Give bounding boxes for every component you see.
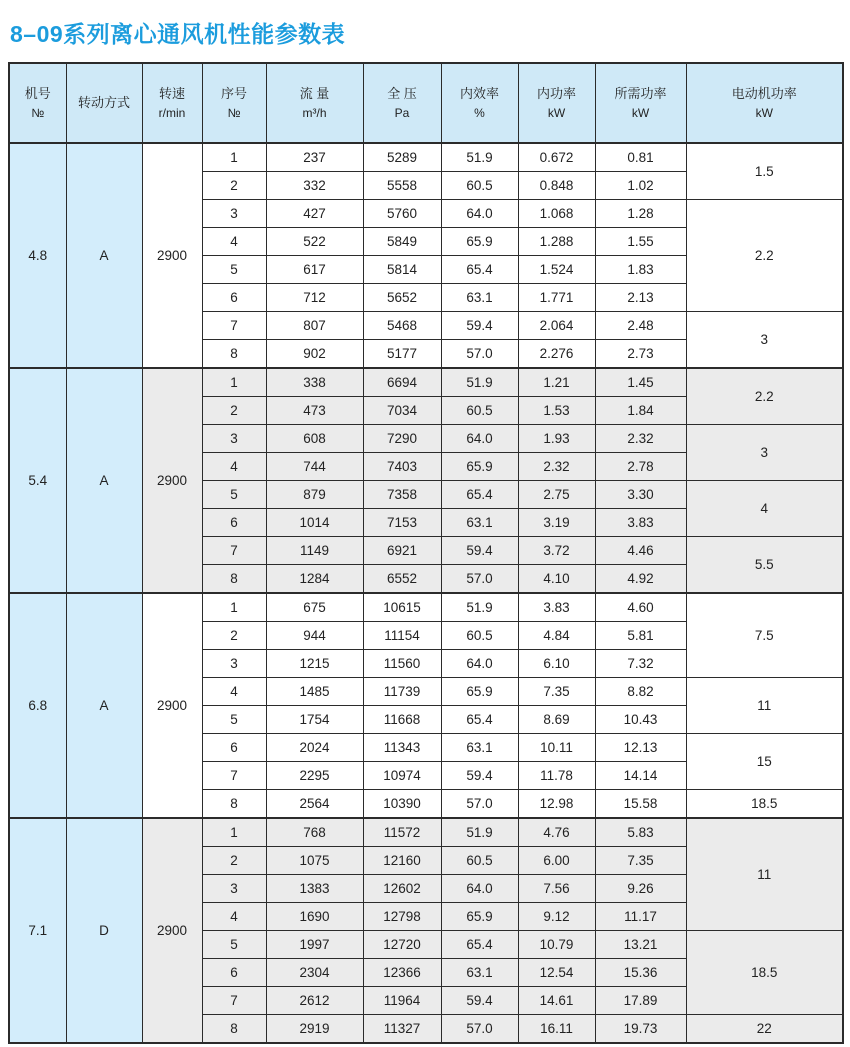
cell-pressure: 12720	[363, 931, 441, 959]
cell-efficiency: 64.0	[441, 425, 518, 453]
cell-internal-power: 6.10	[518, 650, 595, 678]
cell-efficiency: 64.0	[441, 650, 518, 678]
cell-required-power: 13.21	[595, 931, 686, 959]
cell-flow: 807	[266, 312, 363, 340]
cell-motor-power: 1.5	[686, 143, 843, 200]
cell-required-power: 1.45	[595, 368, 686, 397]
cell-motor-power: 3	[686, 312, 843, 369]
cell-pressure: 10974	[363, 762, 441, 790]
cell-seq: 6	[202, 959, 266, 987]
cell-internal-power: 6.00	[518, 847, 595, 875]
cell-flow: 1997	[266, 931, 363, 959]
cell-pressure: 12798	[363, 903, 441, 931]
cell-required-power: 5.81	[595, 622, 686, 650]
cell-flow: 2304	[266, 959, 363, 987]
cell-seq: 1	[202, 368, 266, 397]
cell-required-power: 1.02	[595, 172, 686, 200]
cell-required-power: 2.78	[595, 453, 686, 481]
cell-internal-power: 7.35	[518, 678, 595, 706]
cell-required-power: 0.81	[595, 143, 686, 172]
cell-flow: 879	[266, 481, 363, 509]
cell-motor-power: 18.5	[686, 931, 843, 1015]
cell-internal-power: 2.75	[518, 481, 595, 509]
cell-motor-power: 22	[686, 1015, 843, 1044]
cell-flow: 1690	[266, 903, 363, 931]
cell-motor-power: 15	[686, 734, 843, 790]
cell-pressure: 11572	[363, 818, 441, 847]
cell-efficiency: 65.9	[441, 678, 518, 706]
cell-internal-power: 12.54	[518, 959, 595, 987]
cell-drive-mode: A	[66, 143, 142, 368]
cell-pressure: 5468	[363, 312, 441, 340]
cell-motor-power: 2.2	[686, 200, 843, 312]
cell-efficiency: 59.4	[441, 537, 518, 565]
cell-internal-power: 1.524	[518, 256, 595, 284]
cell-internal-power: 10.79	[518, 931, 595, 959]
cell-required-power: 1.28	[595, 200, 686, 228]
cell-pressure: 11668	[363, 706, 441, 734]
cell-flow: 1284	[266, 565, 363, 594]
cell-internal-power: 4.76	[518, 818, 595, 847]
cell-speed: 2900	[142, 143, 202, 368]
cell-flow: 1383	[266, 875, 363, 903]
fan-performance-table	[8, 62, 844, 1044]
cell-seq: 8	[202, 340, 266, 369]
cell-internal-power: 12.98	[518, 790, 595, 819]
col-header-pressure: 全 压 Pa	[363, 63, 441, 143]
cell-efficiency: 63.1	[441, 284, 518, 312]
cell-pressure: 12160	[363, 847, 441, 875]
cell-flow: 1215	[266, 650, 363, 678]
cell-efficiency: 51.9	[441, 368, 518, 397]
cell-motor-power: 3	[686, 425, 843, 481]
cell-machine-no: 6.8	[9, 593, 66, 818]
cell-seq: 5	[202, 706, 266, 734]
cell-pressure: 11739	[363, 678, 441, 706]
cell-flow: 1754	[266, 706, 363, 734]
cell-efficiency: 57.0	[441, 790, 518, 819]
cell-pressure: 5760	[363, 200, 441, 228]
cell-required-power: 14.14	[595, 762, 686, 790]
cell-machine-no: 5.4	[9, 368, 66, 593]
cell-flow: 1014	[266, 509, 363, 537]
cell-motor-power: 18.5	[686, 790, 843, 819]
cell-required-power: 9.26	[595, 875, 686, 903]
table-row	[9, 368, 843, 397]
cell-seq: 3	[202, 650, 266, 678]
cell-required-power: 4.60	[595, 593, 686, 622]
cell-efficiency: 64.0	[441, 875, 518, 903]
cell-drive-mode: A	[66, 593, 142, 818]
table-row	[9, 593, 843, 622]
cell-seq: 6	[202, 284, 266, 312]
cell-efficiency: 60.5	[441, 847, 518, 875]
cell-efficiency: 59.4	[441, 762, 518, 790]
cell-flow: 427	[266, 200, 363, 228]
cell-internal-power: 3.72	[518, 537, 595, 565]
cell-internal-power: 2.32	[518, 453, 595, 481]
cell-flow: 712	[266, 284, 363, 312]
cell-seq: 8	[202, 565, 266, 594]
cell-seq: 3	[202, 875, 266, 903]
cell-pressure: 6552	[363, 565, 441, 594]
cell-required-power: 1.84	[595, 397, 686, 425]
cell-seq: 4	[202, 453, 266, 481]
cell-machine-no: 4.8	[9, 143, 66, 368]
cell-pressure: 10390	[363, 790, 441, 819]
cell-speed: 2900	[142, 593, 202, 818]
cell-internal-power: 9.12	[518, 903, 595, 931]
cell-seq: 1	[202, 593, 266, 622]
col-header-flow: 流 量 m³/h	[266, 63, 363, 143]
cell-drive-mode: D	[66, 818, 142, 1043]
cell-flow: 768	[266, 818, 363, 847]
cell-flow: 2564	[266, 790, 363, 819]
cell-flow: 675	[266, 593, 363, 622]
cell-pressure: 5814	[363, 256, 441, 284]
cell-required-power: 4.46	[595, 537, 686, 565]
cell-pressure: 11343	[363, 734, 441, 762]
col-header-drive-mode: 转动方式	[66, 63, 142, 143]
cell-internal-power: 7.56	[518, 875, 595, 903]
cell-internal-power: 3.83	[518, 593, 595, 622]
cell-pressure: 6921	[363, 537, 441, 565]
cell-efficiency: 63.1	[441, 509, 518, 537]
cell-efficiency: 63.1	[441, 734, 518, 762]
cell-required-power: 3.30	[595, 481, 686, 509]
cell-flow: 744	[266, 453, 363, 481]
cell-efficiency: 51.9	[441, 143, 518, 172]
cell-pressure: 11560	[363, 650, 441, 678]
cell-required-power: 2.48	[595, 312, 686, 340]
cell-seq: 4	[202, 678, 266, 706]
cell-efficiency: 60.5	[441, 172, 518, 200]
cell-seq: 3	[202, 425, 266, 453]
cell-internal-power: 0.672	[518, 143, 595, 172]
cell-efficiency: 57.0	[441, 340, 518, 369]
cell-flow: 237	[266, 143, 363, 172]
cell-internal-power: 1.068	[518, 200, 595, 228]
cell-flow: 608	[266, 425, 363, 453]
cell-internal-power: 10.11	[518, 734, 595, 762]
col-header-machine-no: 机号 №	[9, 63, 66, 143]
cell-pressure: 5177	[363, 340, 441, 369]
cell-internal-power: 4.10	[518, 565, 595, 594]
cell-efficiency: 59.4	[441, 987, 518, 1015]
cell-efficiency: 65.4	[441, 256, 518, 284]
cell-pressure: 7153	[363, 509, 441, 537]
cell-required-power: 7.32	[595, 650, 686, 678]
cell-required-power: 19.73	[595, 1015, 686, 1044]
cell-internal-power: 1.93	[518, 425, 595, 453]
cell-seq: 5	[202, 931, 266, 959]
col-header-efficiency: 内效率 %	[441, 63, 518, 143]
cell-seq: 8	[202, 790, 266, 819]
cell-pressure: 11327	[363, 1015, 441, 1044]
cell-efficiency: 65.9	[441, 903, 518, 931]
page-title: 8–09系列离心通风机性能参数表	[10, 21, 346, 47]
cell-required-power: 3.83	[595, 509, 686, 537]
cell-internal-power: 1.53	[518, 397, 595, 425]
cell-seq: 3	[202, 200, 266, 228]
cell-pressure: 7034	[363, 397, 441, 425]
cell-flow: 902	[266, 340, 363, 369]
cell-required-power: 1.55	[595, 228, 686, 256]
cell-required-power: 11.17	[595, 903, 686, 931]
cell-flow: 1485	[266, 678, 363, 706]
cell-pressure: 5849	[363, 228, 441, 256]
cell-efficiency: 65.4	[441, 931, 518, 959]
cell-pressure: 5289	[363, 143, 441, 172]
cell-required-power: 15.58	[595, 790, 686, 819]
cell-efficiency: 51.9	[441, 593, 518, 622]
cell-required-power: 2.32	[595, 425, 686, 453]
cell-required-power: 2.13	[595, 284, 686, 312]
cell-internal-power: 1.771	[518, 284, 595, 312]
cell-internal-power: 1.288	[518, 228, 595, 256]
cell-internal-power: 11.78	[518, 762, 595, 790]
cell-pressure: 12602	[363, 875, 441, 903]
table-header	[9, 63, 843, 143]
cell-internal-power: 3.19	[518, 509, 595, 537]
cell-efficiency: 64.0	[441, 200, 518, 228]
cell-flow: 1149	[266, 537, 363, 565]
cell-pressure: 7290	[363, 425, 441, 453]
cell-efficiency: 65.9	[441, 453, 518, 481]
col-header-required-power: 所需功率 kW	[595, 63, 686, 143]
cell-motor-power: 11	[686, 818, 843, 931]
cell-seq: 4	[202, 903, 266, 931]
cell-flow: 338	[266, 368, 363, 397]
cell-internal-power: 1.21	[518, 368, 595, 397]
cell-internal-power: 0.848	[518, 172, 595, 200]
cell-required-power: 7.35	[595, 847, 686, 875]
cell-seq: 2	[202, 847, 266, 875]
cell-flow: 2024	[266, 734, 363, 762]
cell-flow: 2919	[266, 1015, 363, 1044]
cell-pressure: 6694	[363, 368, 441, 397]
cell-required-power: 12.13	[595, 734, 686, 762]
cell-efficiency: 65.4	[441, 706, 518, 734]
cell-efficiency: 60.5	[441, 622, 518, 650]
cell-pressure: 7358	[363, 481, 441, 509]
cell-efficiency: 60.5	[441, 397, 518, 425]
cell-internal-power: 4.84	[518, 622, 595, 650]
cell-efficiency: 51.9	[441, 818, 518, 847]
cell-required-power: 17.89	[595, 987, 686, 1015]
cell-internal-power: 2.276	[518, 340, 595, 369]
cell-seq: 4	[202, 228, 266, 256]
cell-pressure: 5652	[363, 284, 441, 312]
cell-required-power: 10.43	[595, 706, 686, 734]
cell-flow: 2295	[266, 762, 363, 790]
cell-flow: 473	[266, 397, 363, 425]
cell-efficiency: 63.1	[441, 959, 518, 987]
cell-internal-power: 14.61	[518, 987, 595, 1015]
cell-speed: 2900	[142, 818, 202, 1043]
cell-seq: 5	[202, 256, 266, 284]
cell-required-power: 5.83	[595, 818, 686, 847]
cell-efficiency: 65.9	[441, 228, 518, 256]
cell-pressure: 7403	[363, 453, 441, 481]
cell-machine-no: 7.1	[9, 818, 66, 1043]
cell-required-power: 1.83	[595, 256, 686, 284]
cell-pressure: 10615	[363, 593, 441, 622]
table-body	[9, 143, 843, 1043]
cell-seq: 7	[202, 537, 266, 565]
cell-motor-power: 5.5	[686, 537, 843, 594]
cell-seq: 2	[202, 172, 266, 200]
cell-flow: 1075	[266, 847, 363, 875]
cell-motor-power: 4	[686, 481, 843, 537]
cell-efficiency: 57.0	[441, 1015, 518, 1044]
cell-seq: 6	[202, 509, 266, 537]
cell-internal-power: 2.064	[518, 312, 595, 340]
col-header-seq: 序号 №	[202, 63, 266, 143]
cell-seq: 8	[202, 1015, 266, 1044]
cell-motor-power: 11	[686, 678, 843, 734]
cell-seq: 6	[202, 734, 266, 762]
cell-required-power: 4.92	[595, 565, 686, 594]
cell-required-power: 8.82	[595, 678, 686, 706]
cell-seq: 2	[202, 397, 266, 425]
cell-flow: 617	[266, 256, 363, 284]
cell-flow: 522	[266, 228, 363, 256]
col-header-motor-power: 电动机功率 kW	[686, 63, 843, 143]
table-row	[9, 143, 843, 172]
cell-flow: 944	[266, 622, 363, 650]
col-header-internal-power: 内功率 kW	[518, 63, 595, 143]
cell-internal-power: 16.11	[518, 1015, 595, 1044]
cell-motor-power: 7.5	[686, 593, 843, 678]
cell-required-power: 2.73	[595, 340, 686, 369]
cell-speed: 2900	[142, 368, 202, 593]
cell-pressure: 5558	[363, 172, 441, 200]
cell-seq: 7	[202, 312, 266, 340]
cell-pressure: 12366	[363, 959, 441, 987]
cell-internal-power: 8.69	[518, 706, 595, 734]
cell-drive-mode: A	[66, 368, 142, 593]
cell-seq: 7	[202, 762, 266, 790]
cell-pressure: 11154	[363, 622, 441, 650]
cell-motor-power: 2.2	[686, 368, 843, 425]
cell-seq: 1	[202, 143, 266, 172]
cell-seq: 2	[202, 622, 266, 650]
col-header-speed: 转速 r/min	[142, 63, 202, 143]
cell-efficiency: 59.4	[441, 312, 518, 340]
cell-flow: 2612	[266, 987, 363, 1015]
cell-required-power: 15.36	[595, 959, 686, 987]
cell-seq: 1	[202, 818, 266, 847]
cell-efficiency: 65.4	[441, 481, 518, 509]
cell-flow: 332	[266, 172, 363, 200]
table-row	[9, 818, 843, 847]
cell-seq: 7	[202, 987, 266, 1015]
cell-pressure: 11964	[363, 987, 441, 1015]
cell-seq: 5	[202, 481, 266, 509]
cell-efficiency: 57.0	[441, 565, 518, 594]
